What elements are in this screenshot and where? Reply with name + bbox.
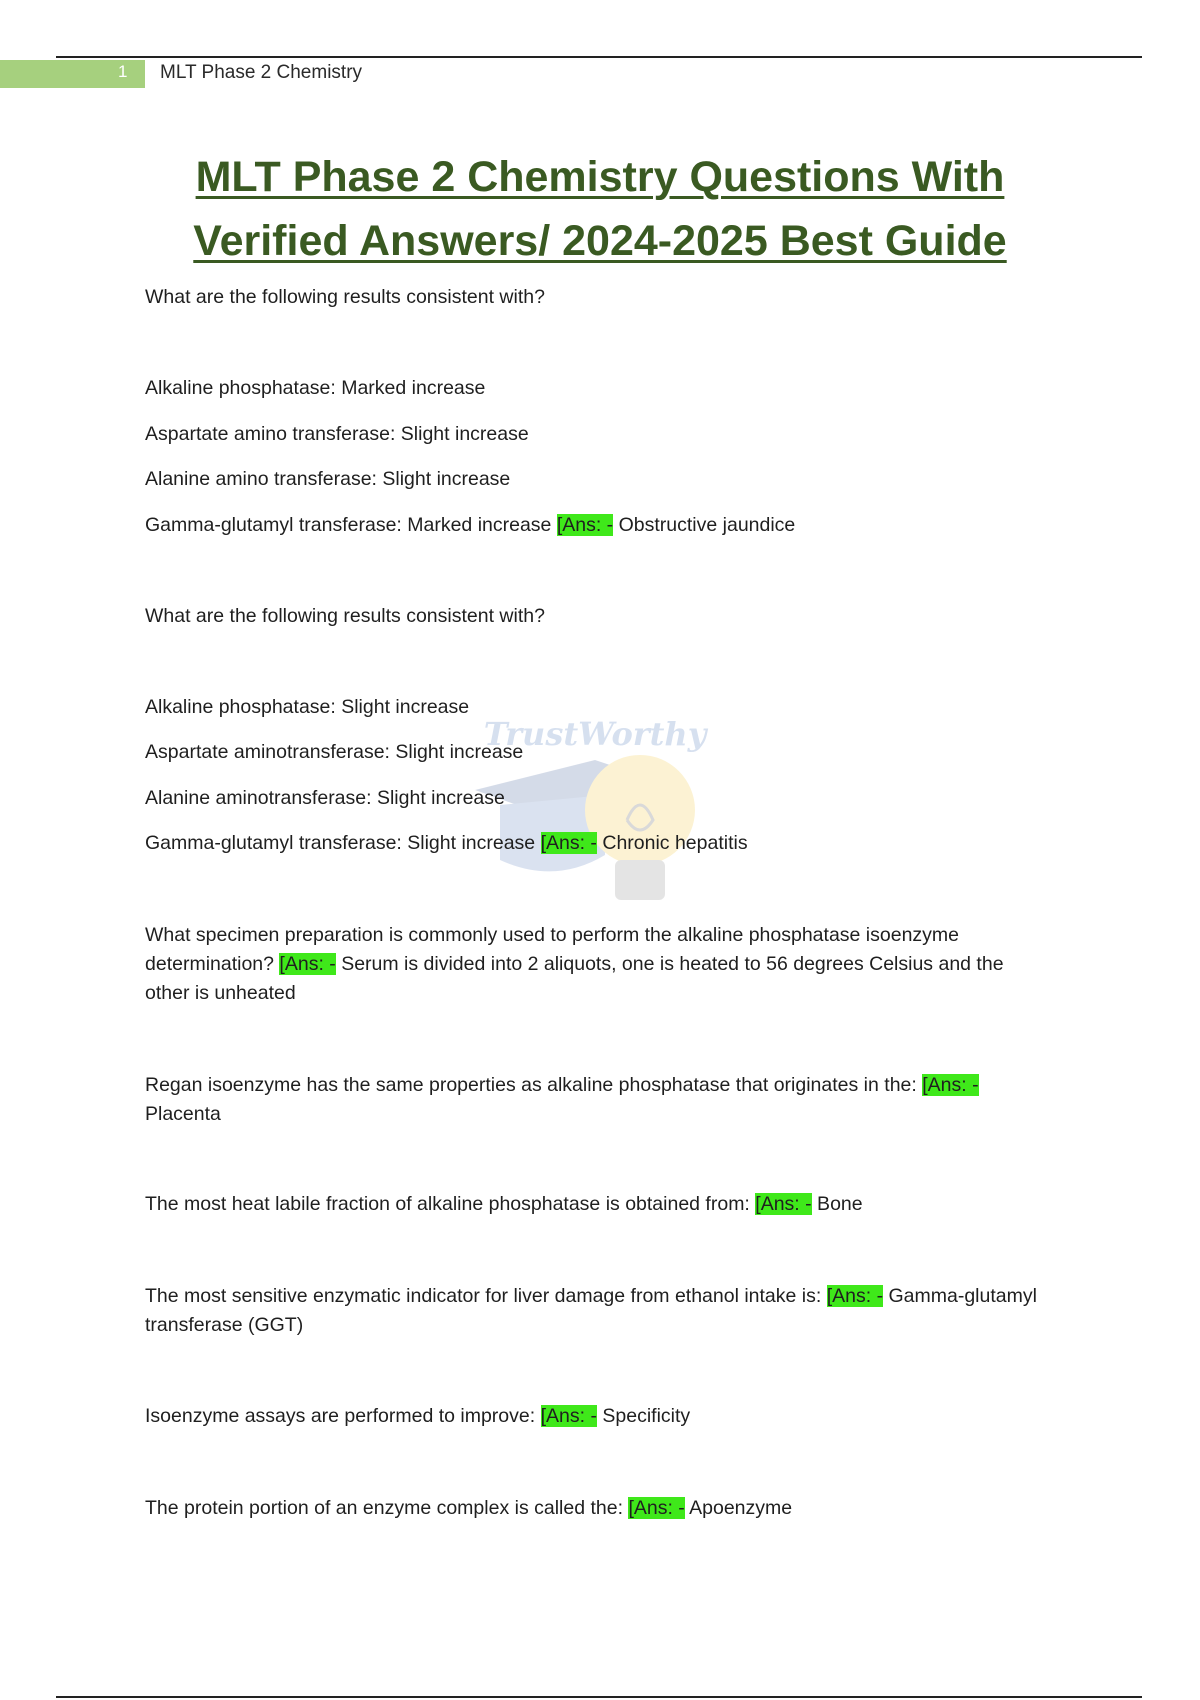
q1-line-4: [145, 511, 795, 540]
q2-stem: What are the following results consistent with?: [145, 605, 545, 627]
q6-question: The most sensitive enzymatic indicator for liver damage from ethanol intake is:: [145, 1285, 827, 1307]
q7: [145, 1402, 1045, 1431]
footer-rule: [56, 1696, 1142, 1698]
q1-line-1: Alkaline phosphatase: Marked increase: [145, 377, 486, 399]
q3-question: What specimen preparation is commonly used to perform the alkaline phosphatase isoenzyme determination?: [145, 924, 960, 975]
running-header-title: MLT Phase 2 Chemistry: [160, 62, 363, 83]
q7-question: Isoenzyme assays are performed to improve:: [145, 1405, 541, 1427]
q2-line-1: Alkaline phosphatase: Slight increase: [145, 696, 470, 718]
q3-answer: Serum is divided into 2 aliquots, one is heated to 56 degrees Celsius and the other is unheated: [145, 953, 1004, 1004]
document-title: [145, 145, 1055, 273]
q3: [145, 921, 1045, 1008]
answer-marker: [Ans: -: [279, 953, 336, 975]
answer-marker: [Ans: -: [540, 832, 597, 854]
q4-answer: Placenta: [145, 1103, 221, 1125]
q6-answer: Gamma-glutamyl transferase (GGT): [145, 1285, 1037, 1336]
q7-answer: Specificity: [596, 1405, 691, 1427]
q2-line-2: Aspartate aminotransferase: Slight increase: [145, 741, 524, 763]
document-title-line-1: MLT Phase 2 Chemistry Questions With: [195, 153, 1005, 201]
q2-line-3: Alanine aminotransferase: Slight increase: [145, 787, 505, 809]
q4-question: Regan isoenzyme has the same properties as alkaline phosphatase that originates in the:: [145, 1074, 923, 1096]
header-rule: [56, 56, 1142, 58]
q1-line-2: Aspartate amino transferase: Slight increase: [145, 423, 529, 445]
q1-line-3: Alanine amino transferase: Slight increase: [145, 468, 511, 490]
q5-answer: Bone: [811, 1193, 863, 1215]
q8-question: The protein portion of an enzyme complex is called the:: [145, 1497, 629, 1519]
q8: [145, 1494, 1045, 1523]
q2-line-4: [145, 829, 748, 858]
answer-marker: [Ans: -: [556, 514, 614, 536]
q1-answer: Obstructive jaundice: [613, 514, 796, 536]
q5: [145, 1190, 1045, 1219]
answer-marker: [Ans: -: [826, 1285, 884, 1307]
answer-marker: [Ans: -: [922, 1074, 979, 1096]
q4: [145, 1071, 1045, 1129]
q5-question: The most heat labile fraction of alkaline phosphatase is obtained from:: [145, 1193, 756, 1215]
q1-stem: What are the following results consistent with?: [145, 286, 545, 308]
page-number: 1: [118, 62, 128, 81]
answer-marker: [Ans: -: [628, 1497, 685, 1519]
watermark-text: TrustWorthy: [483, 715, 707, 753]
q8-answer: Apoenzyme: [684, 1497, 793, 1519]
answer-marker: [Ans: -: [540, 1405, 597, 1427]
q1-line-4-text: Gamma-glutamyl transferase: Marked increase: [145, 514, 557, 536]
q2-answer: Chronic hepatitis: [596, 832, 748, 854]
q6: [145, 1282, 1045, 1340]
answer-marker: [Ans: -: [755, 1193, 812, 1215]
document-title-line-2: Verified Answers/ 2024-2025 Best Guide: [193, 217, 1007, 265]
q2-line-4-text: Gamma-glutamyl transferase: Slight increase: [145, 832, 541, 854]
